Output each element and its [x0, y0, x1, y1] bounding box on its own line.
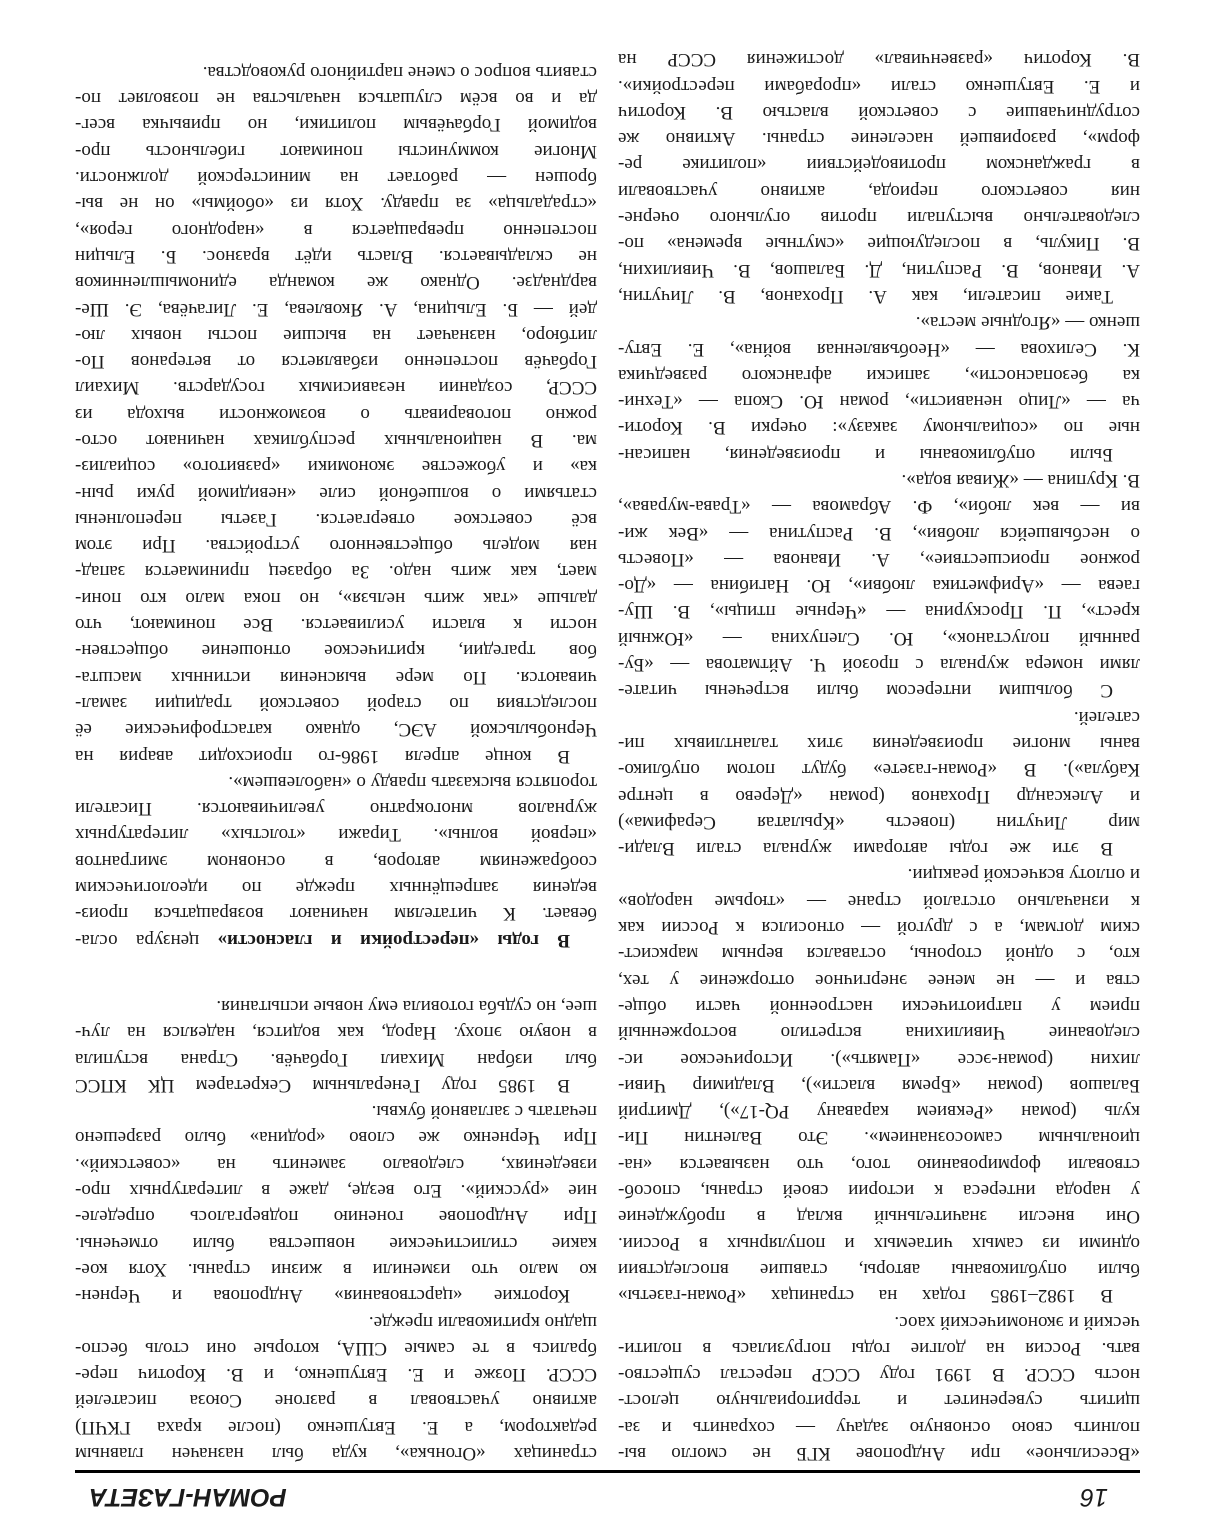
text-columns [75, 46, 1140, 1466]
text-line: журналов многократно увеличиваются. Писатели [75, 798, 597, 820]
text-line: печатать с заглавной буквы. [371, 1101, 597, 1123]
text-line: кто, с одной стороны, оставался верным марксист- [618, 943, 1140, 965]
text-line: Такие писатели, как А. Проханов, В. Личутин, [618, 285, 1113, 307]
text-line: водимой Горбачёвым политики, но привычка всег- [75, 114, 597, 136]
text-line: При Андропове гонению подвергалось определе- [75, 1206, 597, 1228]
text-line: ка безопасности», записки афганского разведчика [618, 364, 1140, 386]
text-line: чиваются. По мере выяснения истинных масшта- [75, 666, 597, 688]
text-line: ма. В национальных республиках начинают осто- [75, 430, 597, 452]
text-line: и оплоту всяческой реакции. [907, 864, 1140, 886]
text-line: При Черненко же слово «родина» было разрешено [75, 1127, 597, 1149]
paragraph [618, 703, 1140, 861]
text-line: ви — век люби», Ф. Абрамова — «Трава-мурава», [618, 496, 1140, 518]
text-line: К. Селихова — «Необъявленная война», Е. Евту- [618, 338, 1140, 360]
text-line: В конце апреля 1986-го происходит авария на [75, 745, 570, 767]
paragraph [618, 309, 1140, 467]
text-line: ствовали формированию того, что называется «на- [618, 1153, 1140, 1175]
text-line: вать. Россия на долгие годы погрузилась в полити- [618, 1337, 1140, 1359]
page-inner [0, 46, 1211, 1536]
text-line: о несбывшейся любви», В. Распутина — «Век жи- [618, 522, 1140, 544]
text-line: форм», разорившей население страны. Активно же [618, 128, 1140, 150]
text-line: ранный полустанок», Ю. Слепухина — «Южный [618, 627, 1140, 649]
text-line: лями номера журнала с прозой Ч. Айтматова — «Бу- [618, 654, 1140, 676]
text-line: ведения запрещённых прежде по идеологическим [75, 877, 597, 899]
text-line: следование Чивилихина встретило восторженный [618, 1022, 1140, 1044]
text-line: бевает. К читателям начинают возвращаться произ- [75, 903, 597, 925]
text-line: щитить суверенитет и территориальную целост- [618, 1390, 1140, 1412]
paragraph [75, 769, 597, 953]
paragraph [618, 467, 1140, 704]
text-line: торопятся высказать правду о «наболевшем». [228, 771, 597, 793]
text-line: лихин (роман-эссе «Память»). Историческое ис- [618, 1048, 1140, 1070]
text-line: какие стилистические новшества были отмечены. [75, 1232, 597, 1254]
text-line: не складывается. Власть идёт вразнос. Б. Ельцин [75, 245, 597, 267]
text-line: мир Личутин (повесть «Крылатая Серафима») [618, 811, 1140, 833]
text-line: были опубликованы авторы, ставшие впоследствии [618, 1258, 1140, 1280]
text-line: рожное происшествие», А. Иванова — «Повесть [618, 548, 1140, 570]
text-line: брошен — работает на министерской должности. [75, 167, 597, 189]
text-line: ния советского периода, активно участвовали [618, 180, 1140, 202]
text-line: ства и — не менее энергичное отторжение у тех, [618, 969, 1140, 991]
text-line: ности к власти усиливается. Все понимают, что [75, 614, 597, 636]
text-line: «первой волны». Тиражи «толстых» литературных [75, 824, 597, 846]
text-line: щадно критиковали прежде. [368, 1311, 597, 1333]
text-line: и Александр Проханов (роман «Дерево в центре [618, 785, 1140, 807]
text-line: варднадзе. Однако же команда единомышленников [75, 272, 597, 294]
text-line: литбюро, назначает на высшие посты новых лю- [75, 324, 597, 346]
paragraph [75, 1098, 597, 1308]
text-line: В годы «перестройки и гласности» цензура осла- [75, 929, 570, 951]
text-line: А. Иванов, В. Распутин, Д. Балашов, В. Чивилихин, [618, 259, 1140, 281]
text-line: Балашов (роман «Бремя власти»), Владимир Чиви- [618, 1074, 1140, 1096]
text-line: куль (роман «Реквием каравану PQ-17»), Дмитрий [618, 1101, 1140, 1123]
text-line: ча — «Лицо ненависти», роман Ю. Скопа — «Техни- [618, 391, 1140, 413]
text-line: одними из самых читаемых и популярных в России. [618, 1232, 1140, 1254]
text-line: В. Коротич «развенчивал» достижения СССР на [618, 49, 1140, 71]
column-right [75, 46, 597, 1466]
text-line: бов трагедии, критическое отношение обществен- [75, 640, 597, 662]
text-line: рожно поговаривать о возможности выхода из [75, 403, 597, 425]
text-line: Горбачёв постепенно избавляется от ветеранов По- [75, 351, 597, 373]
text-line: Кабула»). В «Роман-газете» будут потом опублико- [618, 759, 1140, 781]
text-line: ставить вопрос о смене партийного руководства. [202, 61, 597, 83]
text-line: В 1985 году Генеральным Секретарем ЦК КПСС [75, 1074, 570, 1096]
text-line: ка» и убожестве экономики «развитого» социализ- [75, 456, 597, 478]
header-rule [75, 1470, 1140, 1473]
text-line: Короткие «царствования» Андропова и Чернен- [75, 1285, 570, 1307]
text-line: СССР. Позже и Е. Евтушенко, и В. Коротич пере- [75, 1364, 597, 1386]
text-line: С большим интересом были встречены читате- [618, 680, 1113, 702]
text-line: ные по «социальному заказу»: очерки В. Короти- [618, 417, 1140, 439]
text-line: дальше «так жить нельзя», но пока мало кто пони- [75, 587, 597, 609]
bold-lead-in: В годы «перестройки и гласности» [217, 929, 570, 951]
text-line: Они внесли значительный вклад в пробуждение [618, 1206, 1140, 1228]
running-head [75, 1484, 1140, 1516]
text-line: у народа интереса к истории своей страны, способ- [618, 1180, 1140, 1202]
text-line: полнить свою основную задачу — сохранить и за- [618, 1416, 1140, 1438]
text-line: и Е. Евтушенко стали «прорабами перестройки». [618, 75, 1140, 97]
text-line: следовательно выступали против огульного очерне- [618, 207, 1140, 229]
text-line: «Всесильное» при Андропове КГБ не смогло вы- [618, 1443, 1140, 1464]
text-line: активно участвовал в разгоне Союза писателей [75, 1390, 597, 1412]
paragraph [75, 993, 597, 1098]
text-line: редактором, а Е. Евтушенко (после краха ГКЧП) [75, 1416, 597, 1438]
paragraph [618, 1308, 1140, 1466]
text-line: статьями о волшебной силе «невидимой руки рын- [75, 482, 597, 504]
text-line: дей — Б. Ельцина, А. Яковлева, Е. Лигачёва, Э. Ше- [75, 298, 597, 320]
paragraph [75, 1308, 597, 1466]
text-line: изведениях, следовало заменить на «советский». [75, 1153, 597, 1175]
page-number: 16 [1080, 1483, 1108, 1511]
text-line: в новую эпоху. Народ, как водится, надеялся на луч- [75, 1022, 597, 1044]
text-line: сателей. [1073, 706, 1140, 728]
paragraph [618, 861, 1140, 1308]
text-line: да и во всём слушаться начальства не позволяет по- [75, 88, 597, 110]
text-line: ваны многие произведения этих талантливых пи- [618, 732, 1140, 754]
text-line: последствия по старой советской традиции замал- [75, 692, 597, 714]
text-line: ность СССР. В 1991 году СССР перестал существо- [618, 1364, 1140, 1386]
text-line: в гражданском противодействии «политике ре- [618, 154, 1140, 176]
text-line: Были опубликованы и произведения, написан- [618, 443, 1113, 465]
journal-title: РОМАН-ГАЗЕТА [89, 1483, 287, 1511]
text-line: к изначально отсталой стране — «тюрьме народов» [618, 890, 1140, 912]
text-line: ским догмам, а с другой — относился к России как [618, 917, 1140, 939]
paragraph [75, 59, 597, 769]
text-line: В. Пикуль, в последующие «смутные времена» по- [618, 233, 1140, 255]
text-line: шенко — «Ягодные места». [915, 312, 1140, 334]
text-line: сотрудничавшие с советской властью В. Коротич [618, 101, 1140, 123]
column-left [618, 46, 1140, 1466]
paragraph [618, 46, 1140, 309]
text-line: постепенно превращается в «народного героя», [75, 219, 597, 241]
text-line: В эти же годы авторами журнала стали Влади- [618, 838, 1113, 860]
text-line: шее, но судьба готовила ему новые испытания. [216, 995, 597, 1017]
text-line: был избран Михаил Горбачёв. Страна вступила [75, 1048, 597, 1070]
text-line: всё советское отвергается. Газеты переполнены [75, 508, 597, 530]
text-line: ческий и экономический хаос. [894, 1311, 1140, 1333]
text-line: ко мало что изменили в жизни страны. Хотя кое- [75, 1258, 597, 1280]
text-line: ная модель общественного устройства. При этом [75, 535, 597, 557]
text-line: гаева — «Арифметика любви», Ю. Нагибина — «До- [618, 575, 1140, 597]
text-line: крест», П. Проскурина — «Черные птицы», В. Шу- [618, 601, 1140, 623]
text-line: ние «русский». Его везде, даже в литературных про- [75, 1180, 597, 1202]
text-line: В 1982–1985 годах на страницах «Роман-газеты» [618, 1285, 1113, 1307]
text-line: мает, как жить надо. За образец принимается запад- [75, 561, 597, 583]
text-line: циональным самосознанием». Это Валентин Пи- [618, 1127, 1140, 1149]
text-line: В. Крупина — «Живая вода». [901, 470, 1140, 492]
text-line: «страдальца» за правду. Хотя из «обоймы» он не вы- [75, 193, 597, 215]
text-line: прием у патриотически настроенной части обще- [618, 995, 1140, 1017]
text-line: Чернобыльской АЭС, однако катастрофические её [75, 719, 597, 741]
text-line: СССР, создании независимых государств. Михаил [75, 377, 597, 399]
text-line: соображениям авторов, в основном эмигрантов [75, 850, 597, 872]
text-line: страницах «Огонька», куда был назначен главным [75, 1443, 597, 1464]
text-line: Многие коммунисты понимают гибельность про- [75, 140, 597, 162]
text-line: брались в те самые США, которые они столь беспо- [75, 1337, 597, 1359]
